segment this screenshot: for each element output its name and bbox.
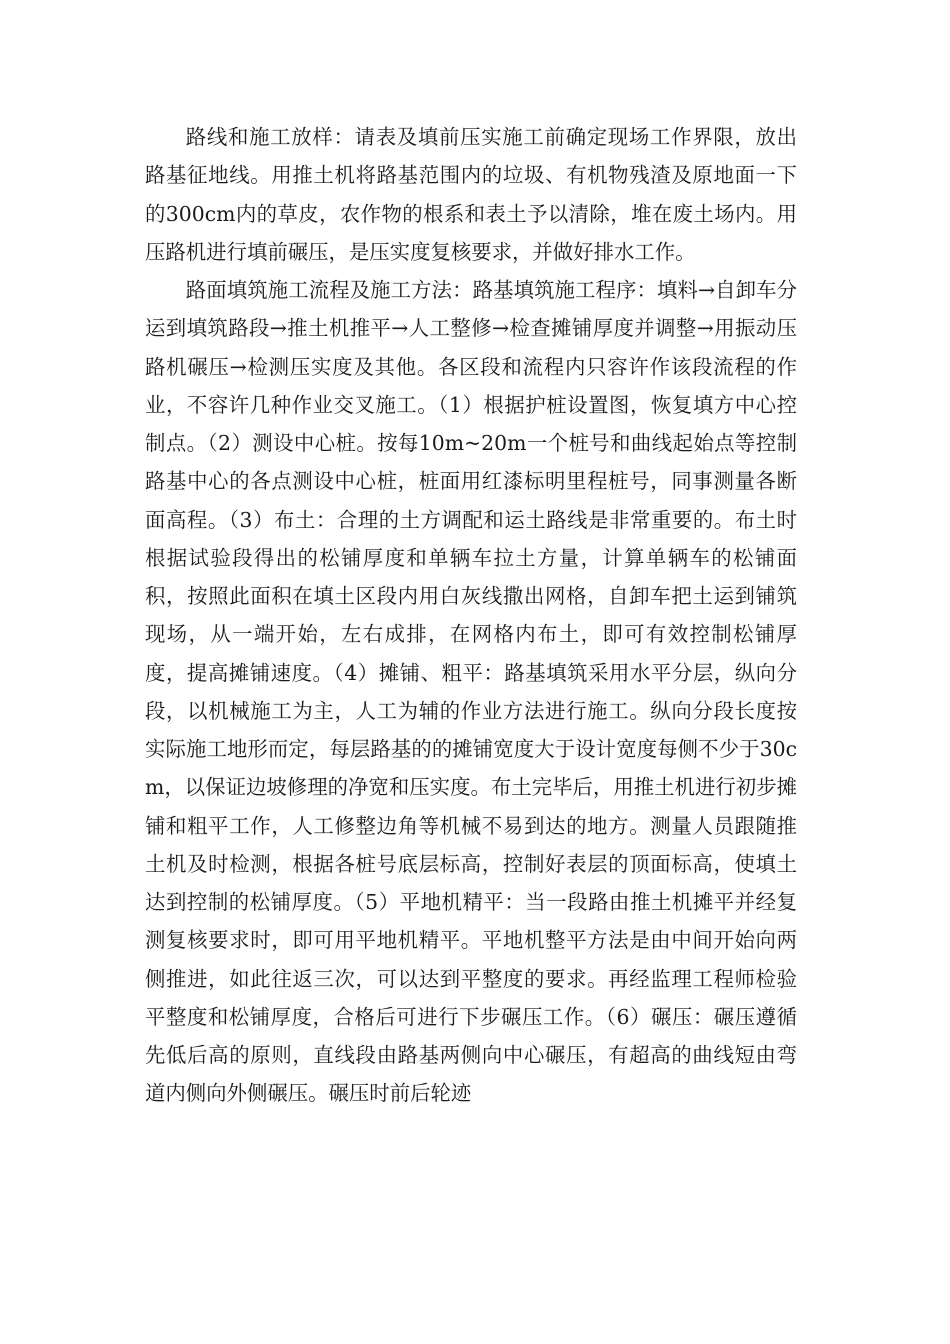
paragraph-road-layout: 路线和施工放样：请表及填前压实施工前确定现场工作界限，放出路基征地线。用推土机将路基范围内的垃圾、有机物残渣及原地面一下的300cm内的草皮，农作物的根系和表土予以清除，堆在废土场内。用压路机进行填前碾压，是压实度复核要求，并做好排水工作。 <box>145 125 797 264</box>
document-body <box>145 118 797 1113</box>
paragraph-fill-construction: 路面填筑施工流程及施工方法：路基填筑施工程序：填料→自卸车分运到填筑路段→推土机推平→人工整修→检查摊铺厚度并调整→用振动压路机碾压→检测压实度及其他。各区段和流程内只容许作该段流程的作业，不容许几种作业交叉施工。（1）根据护桩设置图，恢复填方中心控制点。（2）测设中心桩。按每10m~20m一个桩号和曲线起始点等控制路基中心的各点测设中心桩，桩面用红漆标明里程桩号，同事测量各断面高程。（3）布土：合理的土方调配和运土路线是非常重要的。布土时根据试验段得出的松铺厚度和单辆车拉土方量，计算单辆车的松铺面积，按照此面积在填土区段内用白灰线撒出网格，自卸车把土运到铺筑现场，从一端开始，左右成排，在网格内布土，即可有效控制松铺厚度，提高摊铺速度。（4）摊铺、粗平：路基填筑采用水平分层，纵向分段，以机械施工为主，人工为辅的作业方法进行施工。纵向分段长度按实际施工地形而定，每层路基的的摊铺宽度大于设计宽度每侧不少于30cm，以保证边坡修理的净宽和压实度。布土完毕后，用推土机进行初步摊铺和粗平工作，人工修整边角等机械不易到达的地方。测量人员跟随推土机及时检测，根据各桩号底层标高，控制好表层的顶面标高，使填土达到控制的松铺厚度。（5）平地机精平：当一段路由推土机摊平并经复测复核要求时，即可用平地机精平。平地机整平方法是由中间开始向两侧推进，如此往返三次，可以达到平整度的要求。再经监理工程师检验平整度和松铺厚度，合格后可进行下步碾压工作。（6）碾压：碾压遵循先低后高的原则，直线段由路基两侧向中心碾压，有超高的曲线短由弯道内侧向外侧碾压。碾压时前后轮迹 <box>145 278 797 1106</box>
